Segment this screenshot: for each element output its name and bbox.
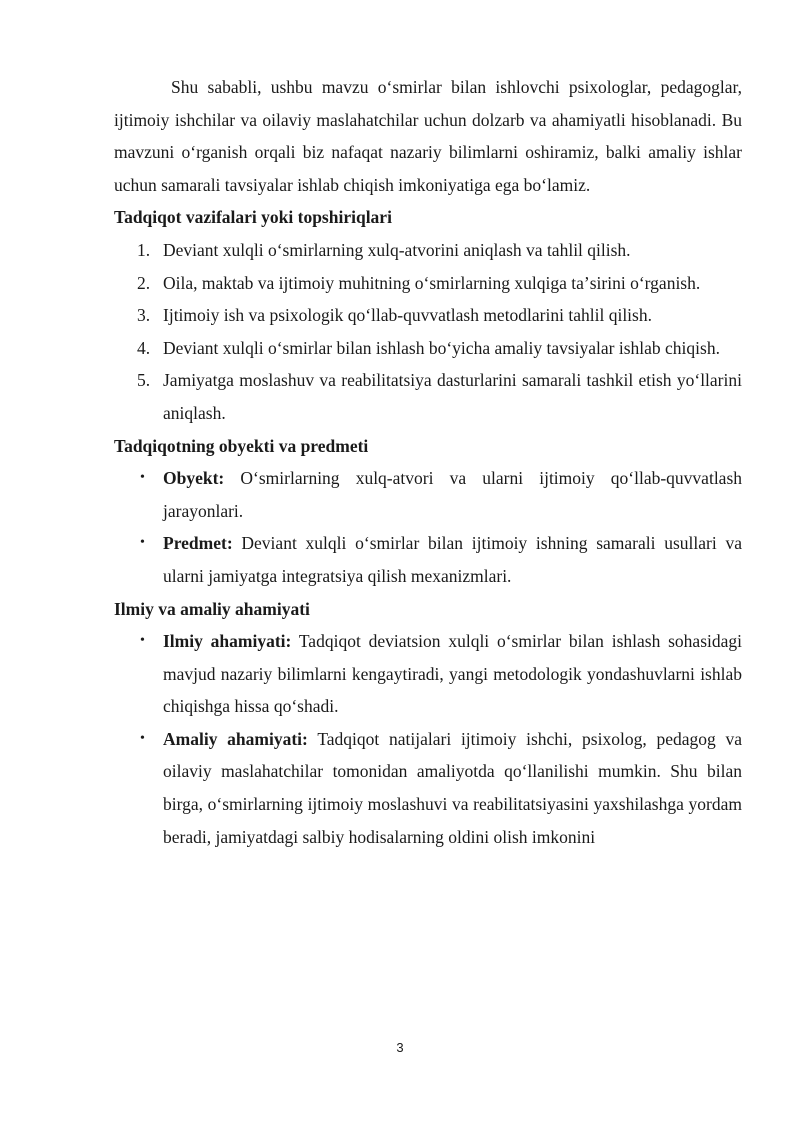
list-number: 5. [137,370,151,391]
list-item-label: Predmet: [163,533,233,554]
bullet-icon: • [140,730,145,746]
list-item [114,723,742,853]
list-item-text: Deviant xulqli oʻsmirlar bilan ijtimoiy ishning samarali usullari va ularni jamiyatga integratsiya qilish mexanizmlari. [163,533,742,586]
list-item-label: Amaliy ahamiyati: [163,728,308,749]
object-subject-list [114,462,742,592]
bullet-icon: • [140,535,145,551]
list-item-text: Tadqiqot deviatsion xulqli oʻsmirlar bilan ishlash sohasidagi mavjud nazariy bilimlarni kengaytiradi, yangi metodologik yondashuvlarni ishlab chiqishga hissa qoʻshadi. [163,631,742,717]
list-item-text: Deviant xulqli oʻsmirlar bilan ishlash boʻyicha amaliy tavsiyalar ishlab chiqish. [163,337,720,358]
list-item [114,234,742,267]
bullet-icon: • [140,470,145,486]
list-number: 4. [137,337,151,358]
list-item-text: Jamiyatga moslashuv va reabilitatsiya dasturlarini samarali tashkil etish yoʻllarini aniqlash. [163,370,742,423]
list-number: 2. [137,272,151,293]
page-number: 3 [396,1040,404,1055]
list-item-label: Ilmiy ahamiyati: [163,631,292,652]
list-item [114,527,742,592]
tasks-list [114,234,742,430]
significance-heading: Ilmiy va amaliy ahamiyati [114,598,310,619]
intro-paragraph: Shu sababli, ushbu mavzu oʻsmirlar bilan ishlovchi psixologlar, pedagoglar, ijtimoiy ishchilar va oilaviy maslahatchilar uchun dolzarb va ahamiyatli hisoblanadi. Bu mavzuni oʻrganish orqali biz nafaqat nazariy bilimlarni oshiramiz, balki amaliy ishlar uchun samarali tavsiyalar ishlab chiqish imkoniyatiga ega boʻlamiz. [114,77,742,195]
list-item-text: Oʻsmirlarning xulq-atvori va ularni ijtimoiy qoʻllab-quvvatlash jarayonlari. [163,468,743,521]
object-subject-heading: Tadqiqotning obyekti va predmeti [114,435,369,456]
list-item-text: Deviant xulqli oʻsmirlarning xulq-atvorini aniqlash va tahlil qilish. [163,239,631,260]
list-item-text: Oila, maktab va ijtimoiy muhitning oʻsmirlarning xulqiga taʼsirini oʻrganish. [163,272,701,293]
list-item-text: Tadqiqot natijalari ijtimoiy ishchi, psixolog, pedagog va oilaviy maslahatchilar tomonidan amaliyotda qoʻllanilishi mumkin. Shu bilan birga, oʻsmirlarning ijtimoiy moslashuvi va reabilitatsiyasini yaxshilashga yordam beradi, jamiyatdagi salbiy hodisalarning oldini olish imkonini [163,728,742,847]
list-item [114,299,742,332]
list-item [114,625,742,723]
list-item [114,364,742,429]
list-item-text: Ijtimoiy ish va psixologik qoʻllab-quvvatlash metodlarini tahlil qilish. [163,305,652,326]
tasks-heading: Tadqiqot vazifalari yoki topshiriqlari [114,207,392,228]
list-number: 3. [137,305,151,326]
list-item [114,267,742,300]
document-page [114,71,742,853]
significance-list [114,625,742,853]
list-number: 1. [137,239,151,260]
list-item [114,332,742,365]
list-item [114,462,742,527]
list-item-label: Obyekt: [163,468,225,489]
bullet-icon: • [140,633,145,649]
